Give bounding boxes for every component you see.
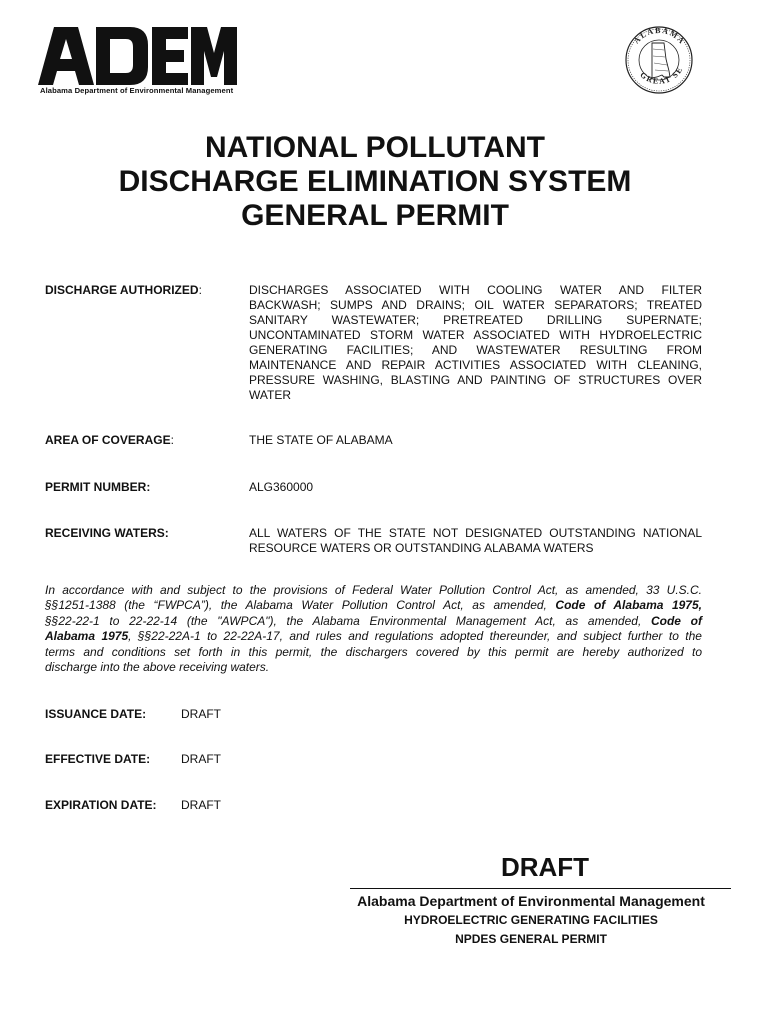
effective-date-label: EFFECTIVE DATE: — [45, 752, 151, 766]
svg-text:ADEM: ADEM — [38, 25, 41, 26]
expiration-date-label: EXPIRATION DATE: — [45, 798, 157, 812]
area-of-coverage-value: THE STATE OF ALABAMA — [249, 433, 393, 447]
receiving-line: ALL WATERS OF THE STATE NOT DESIGNATED OUTSTANDING NATIONAL — [249, 526, 702, 540]
svg-text:ALABAMA: ALABAMA — [631, 25, 687, 47]
discharge-line: WATER — [249, 388, 291, 402]
footer-divider — [350, 888, 731, 889]
adem-logo — [38, 25, 238, 101]
issuance-date-label: ISSUANCE DATE: — [45, 707, 147, 721]
title-line-3: GENERAL PERMIT — [241, 199, 509, 232]
effective-date-value: DRAFT — [181, 752, 221, 766]
receiving-waters-label: RECEIVING WATERS: — [45, 526, 169, 540]
title-line-2: DISCHARGE ELIMINATION SYSTEM — [118, 165, 632, 198]
receiving-line: RESOURCE WATERS OR OUTSTANDING ALABAMA WATERS — [249, 541, 594, 555]
discharge-line: UNCONTAMINATED STORM WATER ASSOCIATED WITH HYDROELECTRIC — [249, 328, 702, 342]
discharge-line: MAINTENANCE AND REPAIR ACTIVITIES ASSOCIATED WITH CLEANING, — [249, 358, 702, 372]
paragraph-line: §§1251-1388 (the “FWPCA”), the Alabama Water Pollution Control Act, as amended, Code of Alabama 1975, — [45, 598, 702, 613]
paragraph-line: In accordance with and subject to the provisions of Federal Water Pollution Control Act, as amended, 33 U.S.C. — [45, 583, 702, 597]
discharge-line: GENERATING FACILITIES; AND WASTEWATER RESULTING FROM — [249, 343, 702, 357]
discharge-line: BACKWASH; SUMPS AND DRAINS; OIL WATER SEPARATORS; TREATED — [249, 298, 702, 312]
draft-stamp: DRAFT — [500, 852, 590, 882]
discharge-line: DISCHARGES ASSOCIATED WITH COOLING WATER AND FILTER — [249, 283, 702, 297]
authorization-paragraph — [45, 583, 702, 675]
paragraph-line: discharge into the above receiving waters. — [45, 660, 270, 675]
discharge-line: PRESSURE WASHING, BLASTING AND PAINTING OF STRUCTURES OVER — [249, 373, 702, 387]
discharge-line: SANITARY WASTEWATER; PRETREATED DRILLING SUPERNATE; — [249, 313, 702, 327]
paragraph-line: Alabama 1975, §§22-22A-1 to 22-22A-17, and rules and regulations adopted thereunder, and subject further to the — [45, 629, 702, 644]
issuance-date-value: DRAFT — [181, 707, 221, 721]
permit-number-value: ALG360000 — [249, 480, 314, 494]
area-of-coverage-label: AREA OF COVERAGE: — [45, 433, 174, 447]
footer-agency: Alabama Department of Environmental Management — [357, 893, 705, 909]
permit-title — [40, 131, 710, 233]
paragraph-line: terms and conditions set forth in this permit, the dischargers covered by this permit are hereby authorized to — [45, 644, 702, 659]
permit-number-label: PERMIT NUMBER: — [45, 480, 151, 494]
logo-subtitle: Alabama Department of Environmental Management — [40, 86, 234, 95]
receiving-waters-value — [249, 526, 702, 556]
svg-text:GREAT SEAL: GREAT SE — [638, 64, 685, 87]
alabama-great-seal-icon — [624, 25, 694, 95]
footer-permit-type: NPDES GENERAL PERMIT — [455, 932, 607, 946]
discharge-authorized-value — [249, 283, 702, 403]
adem-logo-mark — [38, 25, 238, 85]
discharge-authorized-label: DISCHARGE AUTHORIZED: — [45, 283, 202, 297]
expiration-date-value: DRAFT — [181, 798, 221, 812]
paragraph-line: §§22-22-1 to 22-22-14 (the "AWPCA"), the Alabama Environmental Management Act, as amended, Code of — [45, 613, 702, 628]
title-line-1: NATIONAL POLLUTANT — [205, 131, 545, 164]
footer-facility-type: HYDROELECTRIC GENERATING FACILITIES — [404, 913, 658, 927]
